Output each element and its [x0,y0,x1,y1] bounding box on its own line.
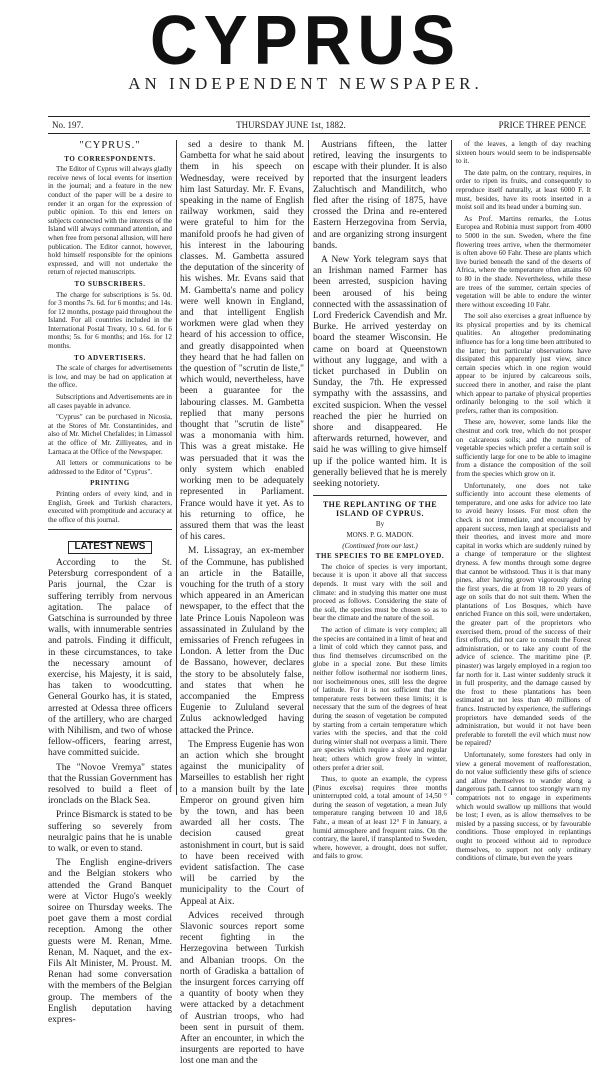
news-paragraph: Prince Bismarck is stated to be suffering so severely from neuralgic pains that he is unable to walk, or even to stand. [48,810,172,855]
article-continued-note: (Continued from our last.) [342,541,418,550]
issue-date: THURSDAY JUNE 1st, 1882. [236,120,346,130]
article-paragraph: As Prof. Martins remarks, the Lotus Europea and Robinia must support from 4000 to 5000 in the sun. Sweden, where the fine flowering trees arrive, when the thermometer is often above 60 Fahr. These are plants which live buried beneath the sand of the deserts of Africa, where the temperature often attains 60 to 80 in the shade. Nevertheless, while these are trees of the summer, certain species of vegetation will be able to endure the winter there without exceeding 10 Fahr. [456,214,591,309]
news-paragraph: M. Lissagray, an ex-member of the Commune, has published an article in the Bataille, vouching for the truth of a story which appeared in an American newspaper, to the effect that the late Prince Louis Napoleon was assassinated in Zululand by the emissaries of French refugees in London. A letter from the Duc de Bassano, however, declares the story to be absolutely false, and states that when he accompanied the Empress Eugenie to Zululand several Zulus acknowledged having attacked the Prince. [180,546,304,736]
article-paragraph: The choice of species is very important, because it is upon it above all that success depends. It must vary with the soil and climate: and in studying this matter one must proceed as follows. Considering the state of the soil, the species must be chosen so as to bear the climate and the nature of the soil. [313,562,447,623]
article-paragraph: Unfortunately, some foresters had only in view a general movement of reafforestation, do not value sufficiently these gifts of science and allow themselves to wander along a dangerous path. I cannot too strongly warn my compatriots not to engage in experiments which would swallow up millions that would be lost; I even, as is allow themselves to be misled by a passing success, or by favourable conditions. Those employed in replantings ought to proceed without aid to reproduce themselves, to support not only ordinary conditions of climate, but even the years [456,750,591,863]
article-paragraph: Unfortunately, one does not take sufficiently into account these elements of temperature, and one asks for advice too late to avoid heavy losses. For most often the check is not immediate, and encouraged by apparent success, men laugh at specialists and their theories, and invest more and more capital in works which are suddenly ruined by a change of temperature or the slightest dryness. A few months through some degree that cannot be withstood. Thus it is that many pines, after having grown vigorously during the first years, die at from 18 to 20 years of age on soils that do not suit them. When the plantations of Los Bosques, which have enriched France on this soil, were undertaken, the greater part of the proprietors who exercised them, proud of the success of their first efforts, did not care to consult the Forest administration, or to take any count of the advice of science. The maritime pine (P. pinaster) was largely employed in a region too far north for it. Last winter suddenly struck it in full prosperity, and the damage caused by the frost to these plantations has been estimated at not less than 40 millions of francs. Instructed by experience, the sufferings proprietors have demanded seeds of the administration, but would it not have been preferable to foretell the evil which must now be repaired? [456,481,591,748]
correspondents-heading: TO CORRESPONDENTS. [64,154,156,163]
news-paragraph: The English engine-drivers and the Belgian stokers who attended the Grand Banquet were at Victor Hugo's weekly soiree on Thursday weeks. The poet gave them a most cordial reception. Among the other guests were M. Renan, Mme. Renan, M. Naquet, and the ex-Fils Alt Minister, M. Proust. M. Renan had some conversation with the members of the Belgian group. The members of the English deputation having expres- [48,858,172,1026]
column-divider [308,140,309,795]
news-paragraph: According to the St. Petersburg correspondent of a Paris journal, the Czar is suffering terribly from nervous agitation. The palace of Gatschina is surrounded by three walls, with innumerable sentries and patrols. Finding it difficult, in these circumstances, to take the necessary amount of exercise, his Majesty, it is said, has taken to woodcutting. General Gourko has, it is stated, arrested at Odessa three officers of the artillery, who are charged with Nihilism, and two of whose fellow-officers, fearing arrest, have committed suicide. [48,557,172,759]
column-1 [48,140,172,1026]
advertisers-heading: TO ADVERTISERS. [74,353,146,362]
correspondents-text: The Editor of Cyprus will always gladly receive news of local events for insertion in the journal; and a feature in the new conduct of the paper will be a desire to render it an organ for the expression of public opinion. To this end letters on subjects connected with the interests of the Island will always command attention, and when free from personal allusion, will here publication. The Editor cannot, however, hold himself responsible for the opinions expressed, and will not undertake the return of rejected manuscripts. [48,165,172,277]
article-paragraph: Thus, to quote an example, the cypress (Pinus excelsa) requires three months uninterrupted cold, a total amount of 14,50 ° during the season of vegetation, a mean July temperature ranging between 10 and 18,6 Fahr., a mean of at least 12° F in January, a humid atmosphere and frequent rains. On the contrary, the laurel, if transplanted to Sweden, where, however, a drought, does not suffer, and fails to grow. [313,775,447,861]
column-4 [456,140,591,863]
article-paragraph: The action of climate is very complex; all the species are contained in a limit of heat and a limit of cold which they cannot pass, and thus find themselves circumscribed on the globe in a special zone. But these limits neither follow isothermal nor isotherm lines, nor isocheimenous ones, still less the degree of latitude. For it is not sufficient that the temperature rests between these limits; it is necessary that the sum of the degrees of heat during the season of vegetation be computed by starting from a certain temperature which varies with the species, and that the cold during winter shall not overpass a limit. There are species which require a slow and regular heat; others which grow freely in winter, others prefer a drier soil. [313,626,447,772]
article-title: THE REPLANTING OF THE ISLAND OF CYPRUS. [322,500,438,518]
section-divider [48,529,172,530]
latest-news-heading: LATEST NEWS [68,541,153,554]
subscribers-text: The charge for subscriptions is 5s. 0d. for 3 months 7s. 6d. for 6 months; and 14s. for 12 months, postage paid throughout the Island. For all countries included in the International Postal Treaty, 10 s. 6d. for 6 months; 5s. for 6 months; and 16s. for 12 months. [48,290,172,351]
issue-number: No. 197. [52,120,84,130]
issue-info-bar [48,116,590,134]
issue-price: PRICE THREE PENCE [498,120,586,130]
section-divider [313,495,447,496]
advertisers-text: The scale of charges for advertisements is low, and may be had on application at the office. [48,364,172,390]
notice-text: Subscriptions and Advertisements are in all cases payable in advance. [48,393,172,410]
news-paragraph: The "Novoe Vremya" states that the Russian Government has resolved to build a fleet of ironclads on the Black Sea. [48,762,172,807]
column-divider [451,140,452,795]
column-2 [180,140,304,1067]
news-paragraph: A New York telegram says that an Irishman named Farmer has been arrested, suspicion having been aroused of his being connected with the assassination of Lord Frederick Cavendish and Mr. Burke. He arrived yesterday on board the steamer Wisconsin. He came on board at Queenstown without any luggage, and with a ticket purchased in Dublin on Sunday, the 7th. He expressed sympathy with the assassins, and excited suspicion. When the vessel reached the pier he hurried on shore and disappeared. He afterwards returned, however, and said he was willing to give himself up if the police wanted him. It is generally believed that he is merely seeking notoriety. [313,255,447,490]
cyprus-notice-title: "CYPRUS." [79,140,141,151]
printing-heading: PRINTING [90,479,130,488]
printing-text: Printing orders of every kind, and in English, Greek and Turkish characters, executed with promptitude and accuracy at the office of this journal. [48,489,172,524]
article-author: MONS. P. G. MADON. [346,531,414,540]
article-paragraph: of the leaves, a length of day reaching sixteen hours would seem to be indispensable to it. [456,140,591,166]
masthead [0,1,611,94]
news-paragraph: Austrians fifteen, the latter retired, leaving the insurgents to escape with their plunder. It is also reported that the insurgent leaders Zaluchtisch and Mandilitch, who fled after the rising of 1875, have crossed the Drina and re-entered Eastern Herzegovina from Servia, and are organizing strong insurgent bands. [313,140,447,251]
section-heading: THE SPECIES TO BE EMPLOYED. [315,552,445,561]
news-paragraph: sed a desire to thank M. Gambetta for what he said about them in his speech on Wednesday, were received by him last Saturday. Mr. F. Evans, speaking in the name of English railway workmen, said they were grateful to him for the manifold proofs he had given of his interest in the labouring classes. M. Gambetta assured the deputation of the sincerity of his wishes. Mr. Evans said that M. Gambetta's name and policy were well known in England, and that intelligent English workmen were glad when they heard of his accession to office, and greatly disappointed when they heard that he had fallen on the question of "scrutin de liste," which would, nevertheless, have been a guarantee for the labouring classes. M. Gambetta replied that many persons thought that "scrutin de liste" was a monomania with him. This was a great mistake. He was persuaded that it was the only system which enabled working men to be adequately represented in Parliament. France would have it yet. As to his returning to office, he assured them that was the least of his cares. [180,140,304,543]
news-paragraph: The Empress Eugenie has won an action which she brought against the municipality of Marseilles to establish her right to a mansion built by the late Emperor on ground given him by the town, and has been awarded all her costs. The decision caused great astonishment in court, but is said to have been received with evident satisfaction. The case will be carried by the municipality to the Court of Appeal at Aix. [180,739,304,907]
notice-text: All letters or communications to be addressed to the Editor of "Cyprus". [48,459,172,476]
article-paragraph: The date palm, on the contrary, requires, in order to ripen its fruits, and consequently to reproduce itself naturally, at least 6000 F. It must, besides, have its roots inserted in a moist soil and its head under a burning sun. [456,168,591,212]
column-3 [313,140,447,861]
news-paragraph: Advices received through Slavonic sources report some recent fighting in the Herzegovina between Turkish and Albanian troops. On the north of Gradiska a battalion of the insurgent forces carrying off a quantity of booty when they were attacked by a detachment of Austrian troops, who had been sent in pursuit of them. After an encounter, in which the insurgents are reported to have lost one man and the [180,910,304,1067]
article-paragraph: These are, however, some lands like the chestnut and cork tree, which do not prosper on calcareous soils; and the number of vegetable species which prefer a certain soil is sufficiently large for one to be able to imagine from a distance the composition of the soil from the species which grow on it. [456,418,591,478]
notice-text: "Cyprus" can be purchased in Nicosia, at the Stores of Mr. Constantinides, and also of Mr. Michel Chefalides; in Limassol at the office of Mr. Zilliyeates, and in Larnaca at the Office of the Newspaper. [48,413,172,456]
column-divider [176,140,177,795]
newspaper-title: CYPRUS [149,1,462,79]
article-by: By [375,520,385,529]
subscribers-heading: TO SUBSCRIBERS. [74,279,146,288]
article-paragraph: The soil also exercises a great influence by its physical properties and by its chemical qualities. An altogether predominating influence has for a long time been attributed to the latter; but particular observations have dissipated this apparently just view, since certain species which in one region would appear to be injured by calcareous soils, succeed there in another, and raise the plant which appear to partake of physical properties ordinarily belonging to the soil which it prefers, rather than its composition. [456,312,591,415]
newspaper-subtitle: AN INDEPENDENT NEWSPAPER. [128,74,483,93]
